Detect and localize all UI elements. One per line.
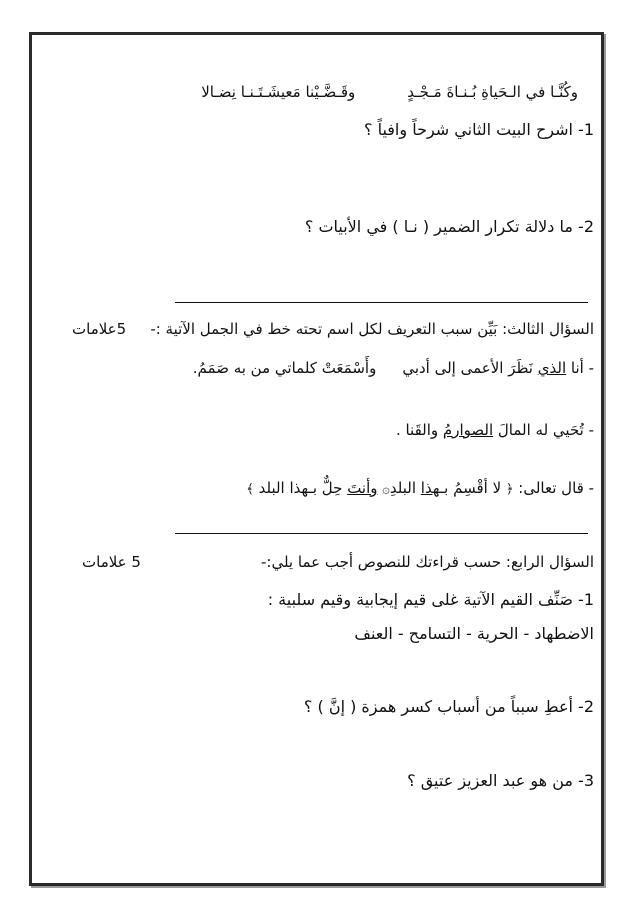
sentence-3 — [246, 478, 594, 500]
verse-second-hemistich: وقَـضَّـيْنا مَعيشَـتَـنـا نِضـالا — [201, 83, 356, 101]
question-4-2: 2- أعطِ سبباً من أسباب كسر همزة ( إنَّ ) ؟ — [303, 697, 594, 716]
question-2-1: 1- اشرح البيت الثاني شرحاً وافياً ؟ — [364, 120, 594, 139]
sentence-3-part-g: حِلٌّ بـهذا البلد — [253, 479, 348, 497]
question-2-2: 2- ما دلالة تكرار الضمير ( نـا ) في الأبيات ؟ — [304, 217, 594, 236]
quran-open-bracket: ﴿ — [505, 482, 514, 497]
sentence-1 — [193, 358, 594, 378]
section-3-title: السؤال الثالث: بَيِّن سبب التعريف لكل اسم تحته خط في الجمل الآتية :- — [150, 320, 594, 338]
underlined-word-anta: وأنتَ — [347, 479, 378, 497]
quran-close-bracket: ﴾ — [246, 482, 254, 497]
section-4-marks: 5 علامات — [82, 553, 141, 571]
divider-2 — [175, 533, 588, 534]
verse-first-hemistich: وكُنَّـا في الـحَياةِ بُـنـاةَ مَـجْـدٍ — [407, 83, 578, 101]
sentence-3-part-d: البلدِ — [389, 479, 421, 497]
divider-1 — [175, 302, 588, 303]
values-list: الاضطهاد - الحرية - التسامح - العنف — [354, 624, 594, 643]
sentence-2-start: - تُحَيي له المالَ — [493, 421, 594, 439]
underlined-word-hadha: هذا — [420, 479, 440, 497]
poem-verse — [201, 82, 578, 102]
sentence-2 — [396, 420, 594, 440]
question-4-1: 1- صَنِّف القيم الآتية غلى قيم إيجابية وقيم سلبية : — [267, 590, 594, 609]
sentence-3-part-b: لا أقْسِمُ بـ — [439, 479, 506, 497]
sentence-3-start: - قال تعالى: — [513, 479, 594, 497]
section-3-marks: 5علامات — [72, 320, 127, 338]
sentence-1-start: - أنا — [566, 359, 594, 377]
page-border — [29, 32, 604, 886]
ayah-separator-icon: ۞ — [382, 482, 390, 497]
section-4-title: السؤال الرابع: حسب قراءتك للنصوص أجب عما يلي:- — [261, 553, 594, 571]
question-4-3: 3- من هو عبد العزيز عتيق ؟ — [407, 771, 594, 790]
underlined-word-alsawarim: الصوارمُ — [442, 421, 494, 439]
underlined-word-alladhi: الذي — [537, 359, 567, 377]
sentence-1-second-half: وأَسْمَعَتْ كلماتي من به صَمَمُ. — [192, 359, 377, 377]
sentence-2-end: والقَنا . — [395, 421, 443, 439]
sentence-1-rest: نَظَرَ الأعمى إلى أدبي — [402, 359, 538, 377]
